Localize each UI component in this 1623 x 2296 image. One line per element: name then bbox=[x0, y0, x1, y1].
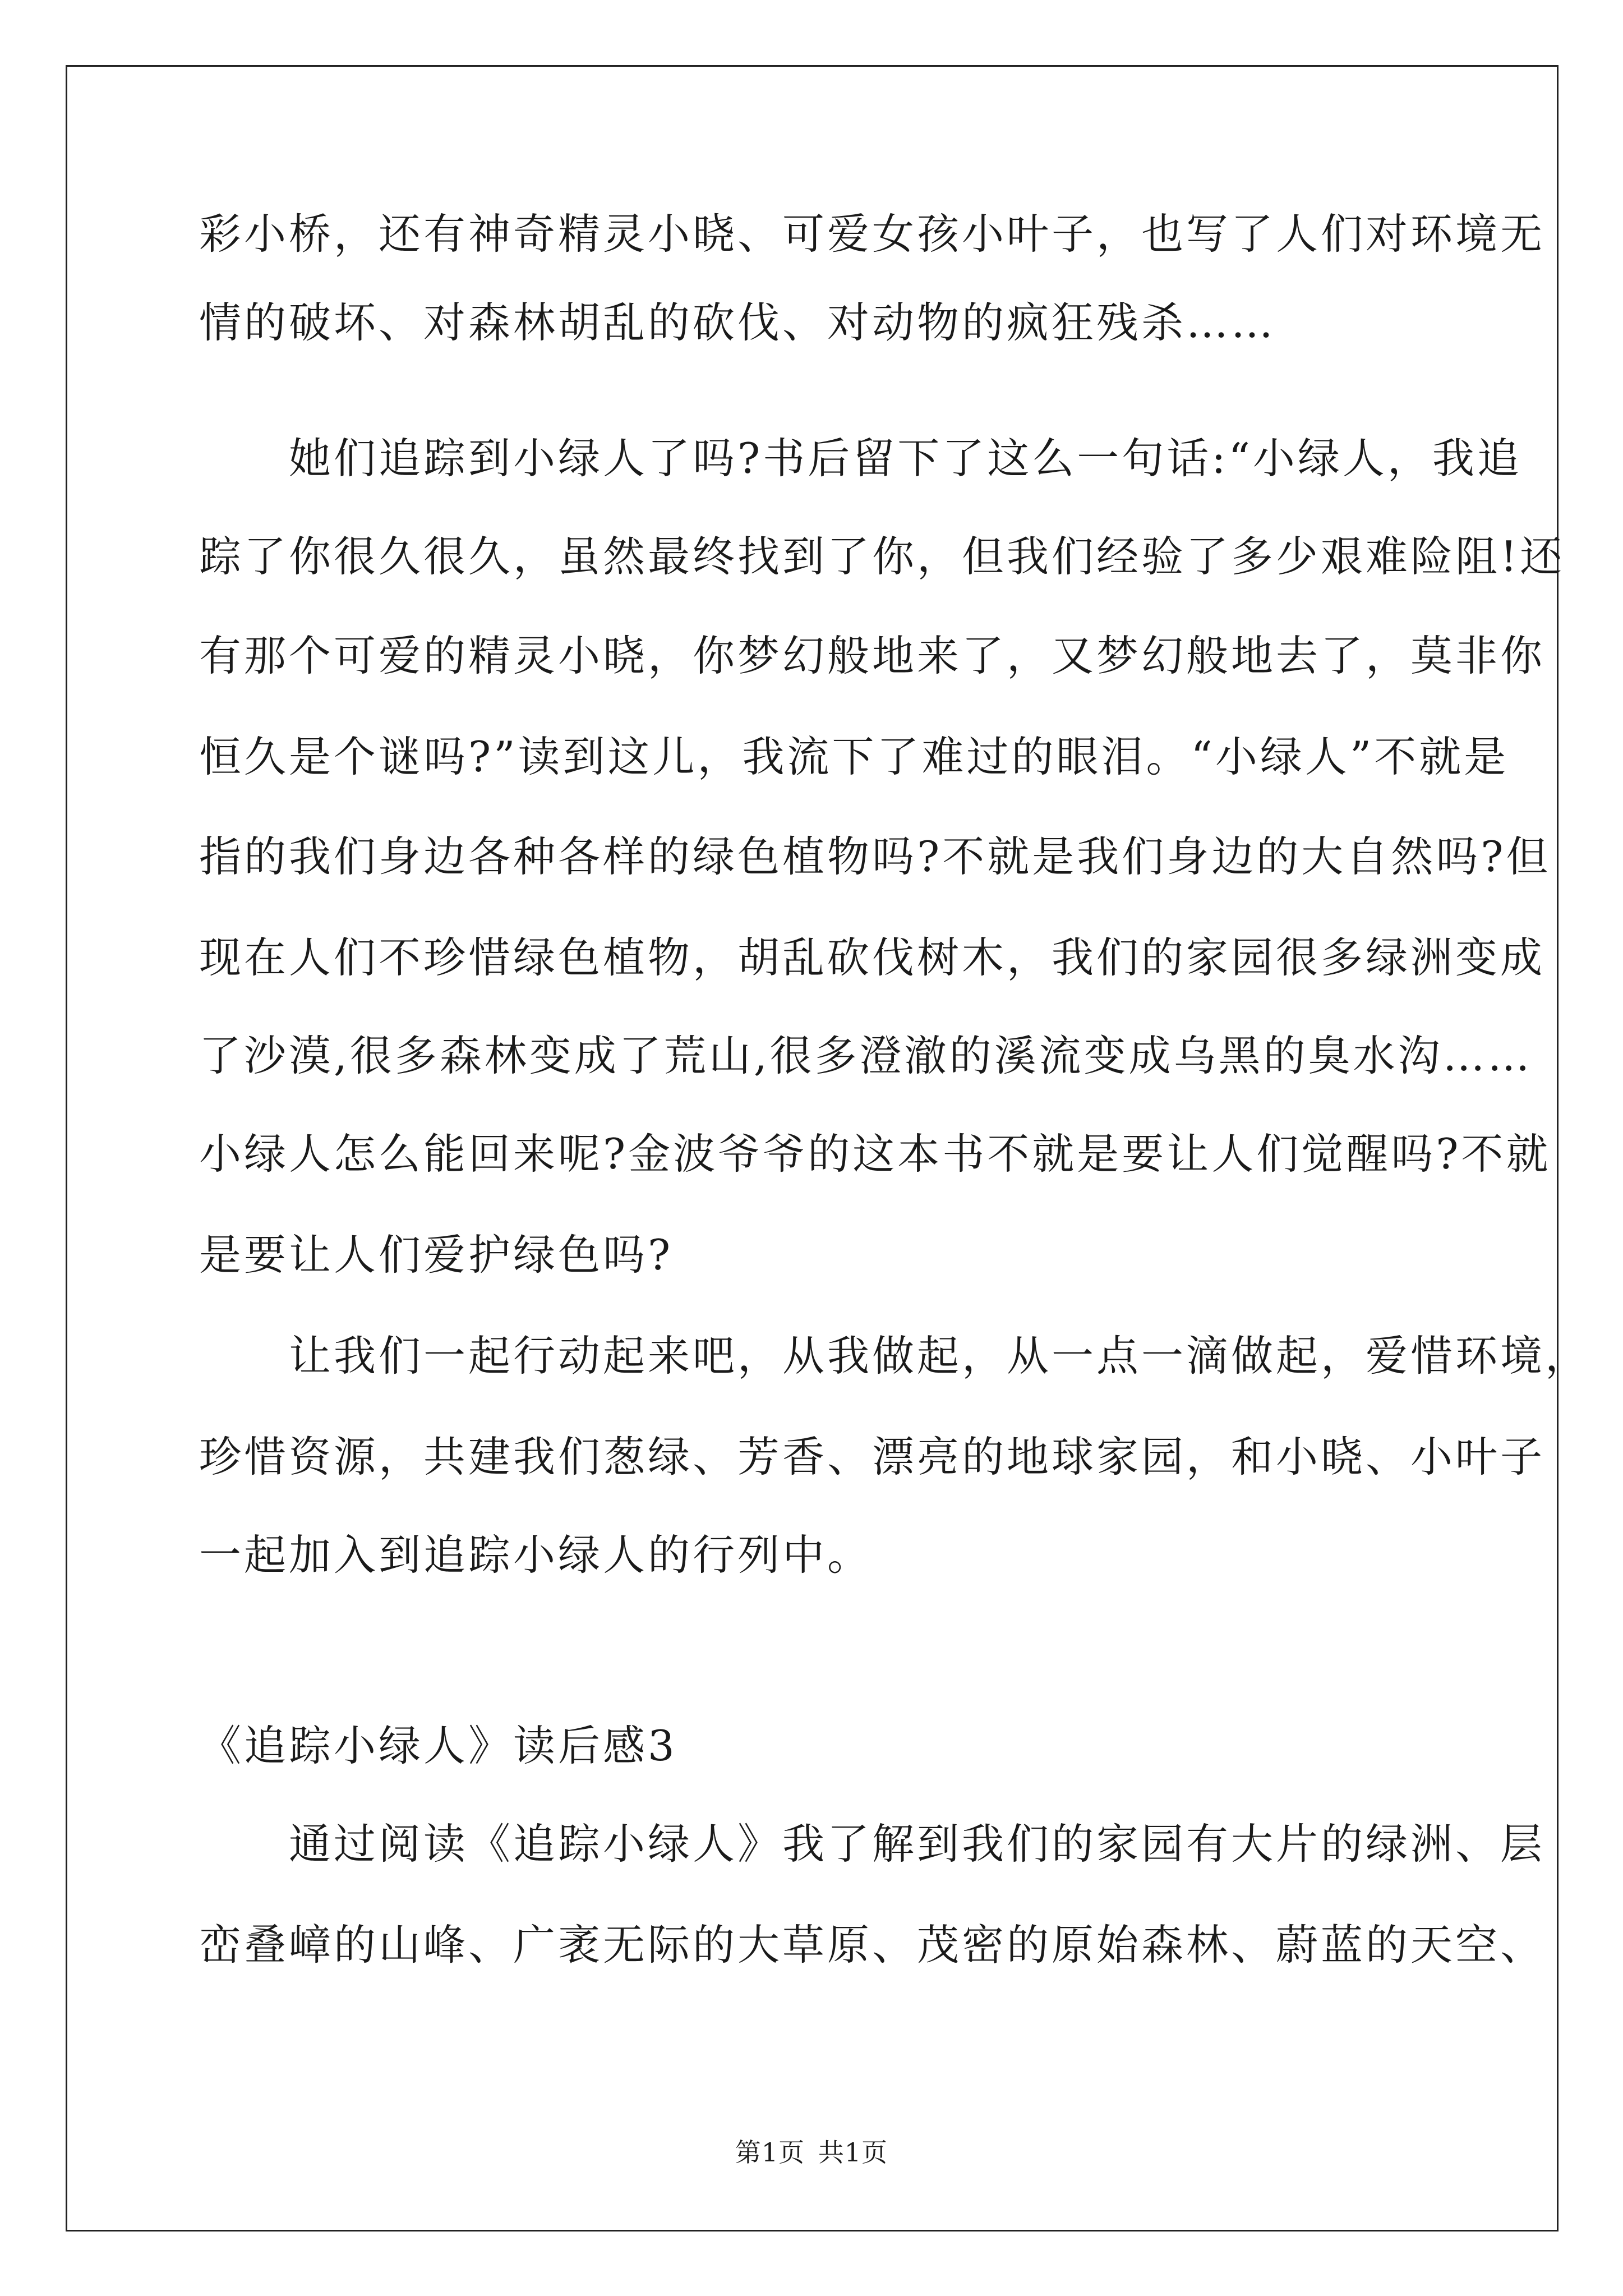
text-line: 踪了你很久很久，虽然最终找到了你，但我们经验了多少艰难险阻!还 bbox=[199, 532, 1565, 581]
text-line: 恒久是个谜吗?”读到这儿，我流下了难过的眼泪。“小绿人”不就是 bbox=[199, 732, 1509, 781]
page-footer bbox=[0, 2138, 1623, 2166]
text-line: 彩小桥，还有神奇精灵小晓、可爱女孩小叶子，也写了人们对环境无 bbox=[199, 209, 1546, 259]
text-line: 是要让人们爱护绿色吗? bbox=[199, 1230, 674, 1280]
text-line: 让我们一起行动起来吧，从我做起，从一点一滴做起，爱惜环境， bbox=[199, 1331, 1590, 1381]
section-heading: 《追踪小绿人》读后感3 bbox=[199, 1721, 677, 1770]
text-line: 指的我们身边各种各样的绿色植物吗?不就是我们身边的大自然吗?但 bbox=[199, 832, 1551, 881]
page-number: 第1页 bbox=[735, 2137, 805, 2168]
text-line: 情的破坏、对森林胡乱的砍伐、对动物的疯狂残杀…… bbox=[199, 298, 1276, 347]
text-line: 一起加入到追踪小绿人的行列中。 bbox=[199, 1530, 873, 1580]
text-line: 峦叠嶂的山峰、广袤无际的大草原、茂密的原始森林、蔚蓝的天空、 bbox=[199, 1920, 1546, 1970]
text-line: 现在人们不珍惜绿色植物，胡乱砍伐树木，我们的家园很多绿洲变成 bbox=[199, 933, 1546, 982]
text-line: 了沙漠,很多森林变成了荒山,很多澄澈的溪流变成乌黑的臭水沟…… bbox=[199, 1031, 1533, 1080]
text-line: 珍惜资源，共建我们葱绿、芳香、漂亮的地球家园，和小晓、小叶子 bbox=[199, 1432, 1546, 1481]
text-line: 通过阅读《追踪小绿人》我了解到我们的家园有大片的绿洲、层 bbox=[199, 1819, 1546, 1869]
text-line: 她们追踪到小绿人了吗?书后留下了这么一句话:“小绿人，我追 bbox=[199, 434, 1522, 483]
text-line: 小绿人怎么能回来呢?金波爷爷的这本书不就是要让人们觉醒吗?不就 bbox=[199, 1129, 1551, 1179]
page-total: 共1页 bbox=[818, 2137, 888, 2168]
text-line: 有那个可爱的精灵小晓，你梦幻般地来了，又梦幻般地去了，莫非你 bbox=[199, 631, 1546, 680]
